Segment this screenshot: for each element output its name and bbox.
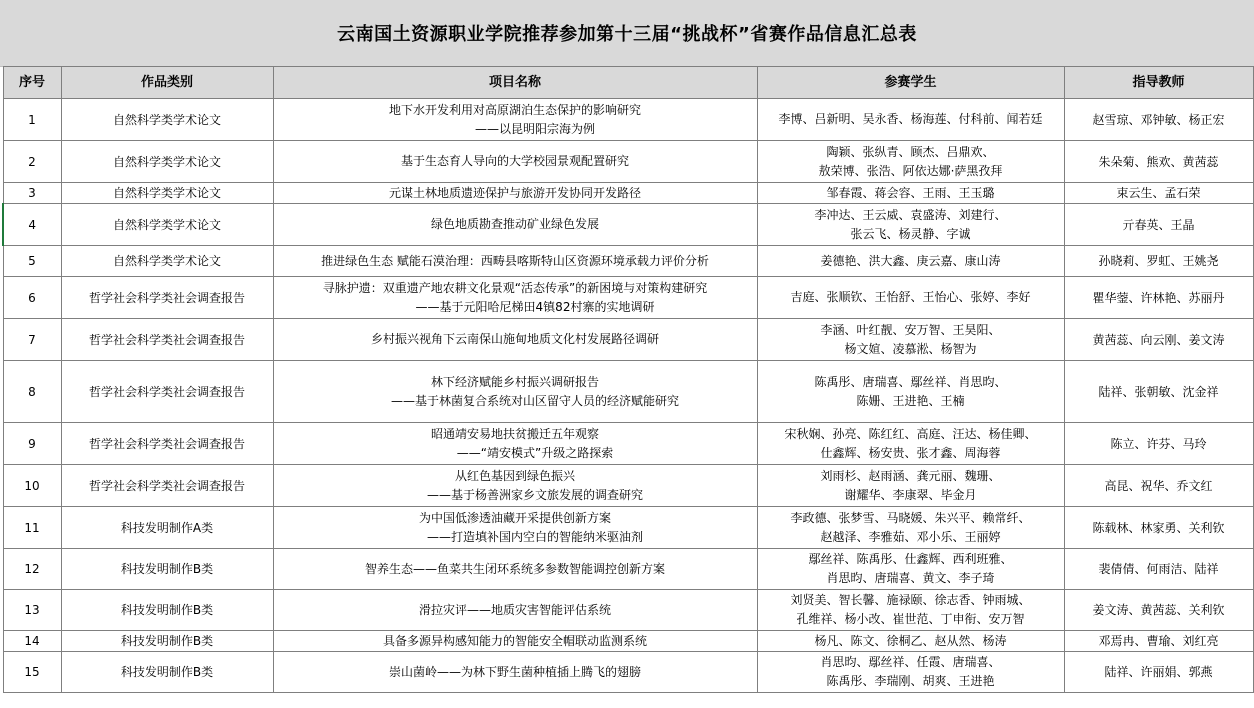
project-line: 从红色基因到绿色振兴 bbox=[454, 468, 575, 483]
cell-students[interactable] bbox=[757, 652, 1064, 693]
project-line: ——打造填补国内空白的智能纳米驱油剂 bbox=[426, 529, 643, 544]
cell-teachers[interactable]: 陆祥、许丽娟、郭燕 bbox=[1064, 652, 1253, 693]
project-line: ——“靖安模式”升级之路探索 bbox=[456, 445, 614, 460]
table-row bbox=[3, 631, 1253, 652]
table-row bbox=[3, 549, 1253, 590]
cell-project[interactable] bbox=[273, 507, 757, 549]
cell-project[interactable] bbox=[273, 423, 757, 465]
cell-category[interactable]: 科技发明制作B类 bbox=[61, 549, 273, 590]
cell-project[interactable] bbox=[273, 183, 757, 204]
cell-teachers[interactable]: 高昆、祝华、乔文红 bbox=[1064, 465, 1253, 507]
project-line: 林下经济赋能乡村振兴调研报告 bbox=[430, 374, 599, 389]
project-line: ——基于元阳哈尼梯田4镇82村寨的实地调研 bbox=[415, 299, 655, 314]
cell-students[interactable] bbox=[757, 507, 1064, 549]
students-line: 宋秋娴、孙亮、陈红红、高庭、汪达、杨佳卿、 bbox=[784, 426, 1037, 441]
cell-teachers[interactable]: 孙晓莉、罗虹、王姚尧 bbox=[1064, 246, 1253, 277]
cell-no[interactable]: 3 bbox=[3, 183, 61, 204]
cell-no[interactable]: 11 bbox=[3, 507, 61, 549]
cell-project[interactable] bbox=[273, 99, 757, 141]
project-line: 绿色地质勘查推动矿业绿色发展 bbox=[430, 217, 599, 231]
cell-project[interactable] bbox=[273, 549, 757, 590]
project-line: 寻脉护遗：双重遗产地农耕文化景观“活态传承”的新困境与对策构建研究 bbox=[322, 280, 708, 295]
students-line: 陶颖、张纵青、顾杰、吕鼎欢、 bbox=[826, 144, 995, 159]
table-row bbox=[3, 590, 1253, 631]
cell-teachers[interactable]: 陈载林、林家勇、关利钦 bbox=[1064, 507, 1253, 549]
header-category[interactable]: 作品类别 bbox=[61, 67, 273, 99]
table-row bbox=[3, 183, 1253, 204]
cell-no[interactable]: 6 bbox=[3, 277, 61, 319]
cell-project[interactable] bbox=[273, 319, 757, 361]
cell-teachers[interactable]: 瞿华蓥、许林艳、苏丽丹 bbox=[1064, 277, 1253, 319]
cell-no[interactable]: 14 bbox=[3, 631, 61, 652]
cell-project[interactable] bbox=[273, 590, 757, 631]
students-line: 陈禹彤、李瑞刚、胡爽、王进艳 bbox=[826, 674, 995, 688]
cell-teachers[interactable]: 亓春英、王晶 bbox=[1064, 204, 1253, 246]
cell-teachers[interactable]: 朱朵菊、熊欢、黄茜蕊 bbox=[1064, 141, 1253, 183]
students-line: 陈禹彤、唐瑞喜、鄢丝祥、肖思昀、 bbox=[814, 374, 1007, 389]
project-line: ——基于杨善洲家乡文旅发展的调查研究 bbox=[426, 487, 643, 502]
table-row bbox=[3, 277, 1253, 319]
cell-project[interactable] bbox=[273, 631, 757, 652]
table-row bbox=[3, 204, 1253, 246]
title-bar bbox=[0, 0, 1254, 67]
students-line: 鄢丝祥、陈禹彤、仕鑫辉、西利班雅、 bbox=[808, 552, 1013, 566]
header-no[interactable]: 序号 bbox=[3, 67, 61, 99]
cell-project[interactable] bbox=[273, 361, 757, 423]
project-line: 推进绿色生态 赋能石漠治理：西畴县喀斯特山区资源环境承载力评价分析 bbox=[321, 253, 709, 268]
cell-project[interactable] bbox=[273, 204, 757, 246]
cell-students[interactable] bbox=[757, 465, 1064, 507]
project-line: 乡村振兴视角下云南保山施甸地质文化村发展路径调研 bbox=[370, 332, 659, 346]
students-line: 刘贤美、智长馨、施禄颐、徐志香、钟雨城、 bbox=[790, 593, 1031, 607]
students-line: 陈姗、王进艳、王楠 bbox=[856, 393, 965, 408]
project-line: 基于生态育人导向的大学校园景观配置研究 bbox=[400, 154, 629, 168]
table-row bbox=[3, 246, 1253, 277]
project-line: 地下水开发利用对高原湖泊生态保护的影响研究 bbox=[388, 102, 641, 117]
table-row bbox=[3, 99, 1253, 141]
project-line: ——基于林菌复合系统对山区留守人员的经济赋能研究 bbox=[390, 393, 679, 408]
project-line: 昭通靖安易地扶贫搬迁五年观察 bbox=[430, 426, 599, 441]
summary-table bbox=[2, 66, 1254, 693]
cell-no[interactable]: 4 bbox=[3, 204, 61, 246]
students-line: 张云飞、杨灵静、字诚 bbox=[850, 226, 971, 241]
cell-no[interactable]: 12 bbox=[3, 549, 61, 590]
header-row bbox=[3, 67, 1253, 99]
students-line: 李涵、叶红靓、安万智、王昊阳、 bbox=[820, 322, 1001, 337]
students-line: 吉庭、张顺钦、王怡舒、王怡心、张婷、李好 bbox=[790, 290, 1031, 304]
students-line: 杨凡、陈文、徐桐乙、赵从然、杨涛 bbox=[814, 633, 1007, 648]
students-line: 仕鑫辉、杨安贵、张才鑫、周海蓉 bbox=[820, 445, 1001, 460]
cell-no[interactable]: 2 bbox=[3, 141, 61, 183]
cell-project[interactable] bbox=[273, 246, 757, 277]
cell-students[interactable] bbox=[757, 319, 1064, 361]
cell-students[interactable] bbox=[757, 590, 1064, 631]
cell-teachers[interactable]: 黄茜蕊、向云刚、姜文涛 bbox=[1064, 319, 1253, 361]
cell-category[interactable]: 哲学社会科学类社会调查报告 bbox=[61, 465, 273, 507]
cell-no[interactable]: 10 bbox=[3, 465, 61, 507]
project-line: 智养生态——鱼菜共生闭环系统多参数智能调控创新方案 bbox=[364, 561, 665, 576]
cell-students[interactable] bbox=[757, 631, 1064, 652]
cell-teachers[interactable]: 束云生、孟石荣 bbox=[1064, 183, 1253, 204]
cell-category[interactable]: 自然科学类学术论文 bbox=[61, 183, 273, 204]
cell-project[interactable] bbox=[273, 277, 757, 319]
cell-category[interactable]: 自然科学类学术论文 bbox=[61, 141, 273, 183]
project-line: 崇山菌岭——为林下野生菌种植插上腾飞的翅膀 bbox=[388, 664, 641, 679]
students-line: 李博、吕新明、吴永香、杨海莲、付科前、闻若廷 bbox=[778, 112, 1043, 126]
project-line: 元谋土林地质遗迹保护与旅游开发协同开发路径 bbox=[388, 185, 641, 200]
cell-students[interactable] bbox=[757, 361, 1064, 423]
cell-no[interactable]: 8 bbox=[3, 361, 61, 423]
table-row bbox=[3, 465, 1253, 507]
cell-teachers[interactable]: 邓焉冉、曹瑜、刘红亮 bbox=[1064, 631, 1253, 652]
cell-category[interactable]: 哲学社会科学类社会调查报告 bbox=[61, 423, 273, 465]
students-line: 刘雨杉、赵雨涵、龚元丽、魏珊、 bbox=[820, 468, 1001, 483]
table-row bbox=[3, 507, 1253, 549]
cell-teachers[interactable]: 赵雪琼、邓钟敏、杨正宏 bbox=[1064, 99, 1253, 141]
cell-category[interactable]: 哲学社会科学类社会调查报告 bbox=[61, 361, 273, 423]
cell-teachers[interactable]: 姜文涛、黄茜蕊、关利钦 bbox=[1064, 590, 1253, 631]
project-line: ——以昆明阳宗海为例 bbox=[474, 121, 595, 136]
cell-no[interactable]: 5 bbox=[3, 246, 61, 277]
cell-students[interactable] bbox=[757, 141, 1064, 183]
students-line: 李政德、张梦雪、马晓媛、朱兴平、赖常纤、 bbox=[790, 510, 1031, 525]
sheet-title: 云南国土资源职业学院推荐参加第十三届“挑战杯”省赛作品信息汇总表 bbox=[337, 24, 917, 45]
students-line: 孔维祥、杨小改、崔世范、丁申衔、安万智 bbox=[796, 612, 1025, 626]
cell-project[interactable] bbox=[273, 652, 757, 693]
cell-students[interactable] bbox=[757, 204, 1064, 246]
cell-category[interactable]: 科技发明制作B类 bbox=[61, 590, 273, 631]
project-line: 滑拉灾评——地质灾害智能评估系统 bbox=[418, 602, 611, 617]
cell-students[interactable] bbox=[757, 549, 1064, 590]
cell-students[interactable] bbox=[757, 246, 1064, 277]
cell-category[interactable]: 哲学社会科学类社会调查报告 bbox=[61, 277, 273, 319]
cell-teachers[interactable]: 陆祥、张朝敏、沈金祥 bbox=[1064, 361, 1253, 423]
students-line: 肖思昀、鄢丝祥、任霞、唐瑞喜、 bbox=[820, 655, 1001, 669]
table-row bbox=[3, 361, 1253, 423]
cell-no[interactable]: 15 bbox=[3, 652, 61, 693]
header-project[interactable]: 项目名称 bbox=[273, 67, 757, 99]
students-line: 邹春霞、蒋会容、王雨、王玉璐 bbox=[826, 185, 995, 200]
table-row bbox=[3, 423, 1253, 465]
cell-category[interactable]: 自然科学类学术论文 bbox=[61, 204, 273, 246]
table-row bbox=[3, 652, 1253, 693]
cell-students[interactable] bbox=[757, 423, 1064, 465]
students-line: 赵越泽、李雅茹、邓小乐、王丽婷 bbox=[820, 529, 1001, 544]
cell-no[interactable]: 9 bbox=[3, 423, 61, 465]
cell-students[interactable] bbox=[757, 183, 1064, 204]
cell-students[interactable] bbox=[757, 99, 1064, 141]
table-row bbox=[3, 319, 1253, 361]
project-line: 具备多源异构感知能力的智能安全帽联动监测系统 bbox=[382, 633, 647, 648]
cell-no[interactable]: 7 bbox=[3, 319, 61, 361]
students-line: 谢耀华、李康翠、毕金月 bbox=[844, 487, 977, 502]
cell-students[interactable] bbox=[757, 277, 1064, 319]
cell-project[interactable] bbox=[273, 141, 757, 183]
header-students[interactable]: 参赛学生 bbox=[757, 67, 1064, 99]
table-row bbox=[3, 141, 1253, 183]
cell-project[interactable] bbox=[273, 465, 757, 507]
students-line: 敖荣博、张浩、阿依达娜·萨黑孜拜 bbox=[818, 163, 1003, 178]
students-line: 李冲达、王云威、袁盛涛、刘建行、 bbox=[814, 207, 1007, 222]
cell-category[interactable]: 科技发明制作B类 bbox=[61, 631, 273, 652]
cell-category[interactable]: 科技发明制作B类 bbox=[61, 652, 273, 693]
cell-no[interactable]: 1 bbox=[3, 99, 61, 141]
cell-category[interactable]: 自然科学类学术论文 bbox=[61, 99, 273, 141]
students-line: 姜德艳、洪大鑫、庚云嘉、康山涛 bbox=[820, 253, 1001, 268]
cell-category[interactable]: 自然科学类学术论文 bbox=[61, 246, 273, 277]
header-teachers[interactable]: 指导教师 bbox=[1064, 67, 1253, 99]
cell-category[interactable]: 哲学社会科学类社会调查报告 bbox=[61, 319, 273, 361]
cell-teachers[interactable]: 裴倩倩、何雨洁、陆祥 bbox=[1064, 549, 1253, 590]
students-line: 杨文媗、凌慕淞、杨智为 bbox=[844, 341, 977, 356]
students-line: 肖思昀、唐瑞喜、黄文、李子琦 bbox=[826, 571, 995, 585]
cell-category[interactable]: 科技发明制作A类 bbox=[61, 507, 273, 549]
project-line: 为中国低渗透油藏开采提供创新方案 bbox=[418, 510, 611, 525]
cell-no[interactable]: 13 bbox=[3, 590, 61, 631]
cell-teachers[interactable]: 陈立、许芬、马玲 bbox=[1064, 423, 1253, 465]
